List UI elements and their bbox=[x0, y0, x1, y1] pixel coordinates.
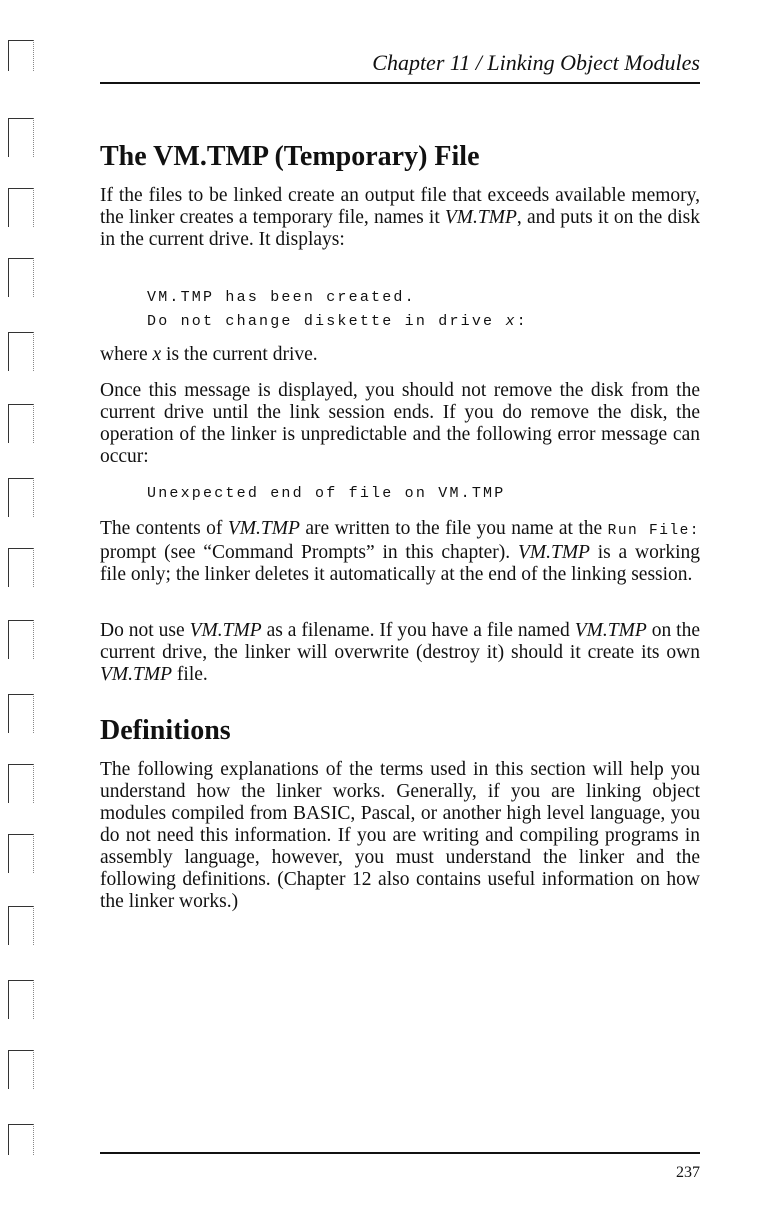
binding-mark bbox=[8, 980, 34, 1019]
binding-mark bbox=[8, 1050, 34, 1089]
header-rule bbox=[100, 82, 700, 84]
paragraph-warning: Once this message is displayed, you should not remove the disk from the current drive until the link session ends. If you do remove the disk, the operation of the linker is unpredictable and the following error message can occur: bbox=[100, 380, 700, 467]
running-header: Chapter 11 / Linking Object Modules bbox=[372, 50, 700, 75]
code-message-created: VM.TMP has been created. Do not change diskette in drive x: bbox=[147, 289, 528, 330]
prompt-name: Run File: bbox=[607, 523, 700, 539]
binding-mark bbox=[8, 906, 34, 945]
binding-mark bbox=[8, 764, 34, 803]
page-number: 237 bbox=[676, 1164, 700, 1181]
footer-rule bbox=[100, 1152, 700, 1154]
binding-mark bbox=[8, 1124, 34, 1155]
binding-mark bbox=[8, 332, 34, 371]
binding-mark bbox=[8, 258, 34, 297]
binding-mark bbox=[8, 40, 34, 71]
section-heading-definitions: Definitions bbox=[100, 715, 231, 746]
paragraph-contents: The contents of VM.TMP are written to the file you name at the Run File: prompt (see “Command Prompts” in this chapter). VM.TMP is a working file only; the linker deletes it automatically at the end of the linking session. bbox=[100, 518, 701, 585]
paragraph-definitions-intro: The following explanations of the terms used in this section will help you understand how the linker works. Generally, if you are linking object modules compiled from BASIC, Pascal, or another high level language, you do not need this information. If you are writing and compiling programs in assembly language, however, you must understand the linker and the following definitions. (Chapter 12 also contains useful information on how the linker works.) bbox=[100, 759, 700, 912]
code-error-message: Unexpected end of file on VM.TMP bbox=[147, 485, 506, 502]
binding-mark bbox=[8, 478, 34, 517]
binding-mark bbox=[8, 404, 34, 443]
binding-mark bbox=[8, 834, 34, 873]
binding-mark bbox=[8, 188, 34, 227]
binding-mark bbox=[8, 548, 34, 587]
paragraph-intro: If the files to be linked create an output file that exceeds available memory, the linker creates a temporary file, names it VM.TMP, and puts it on the disk in the current drive. It displays: bbox=[100, 185, 700, 250]
binding-mark bbox=[8, 620, 34, 659]
section-heading-vm-tmp: The VM.TMP (Temporary) File bbox=[100, 141, 480, 172]
paragraph-filename-caution: Do not use VM.TMP as a filename. If you have a file named VM.TMP on the current drive, the linker will overwrite (destroy it) should it create its own VM.TMP file. bbox=[100, 620, 700, 685]
binding-mark bbox=[8, 694, 34, 733]
binding-mark bbox=[8, 118, 34, 157]
filename: VM.TMP bbox=[444, 207, 517, 228]
paragraph-where: where x is the current drive. bbox=[100, 344, 318, 365]
